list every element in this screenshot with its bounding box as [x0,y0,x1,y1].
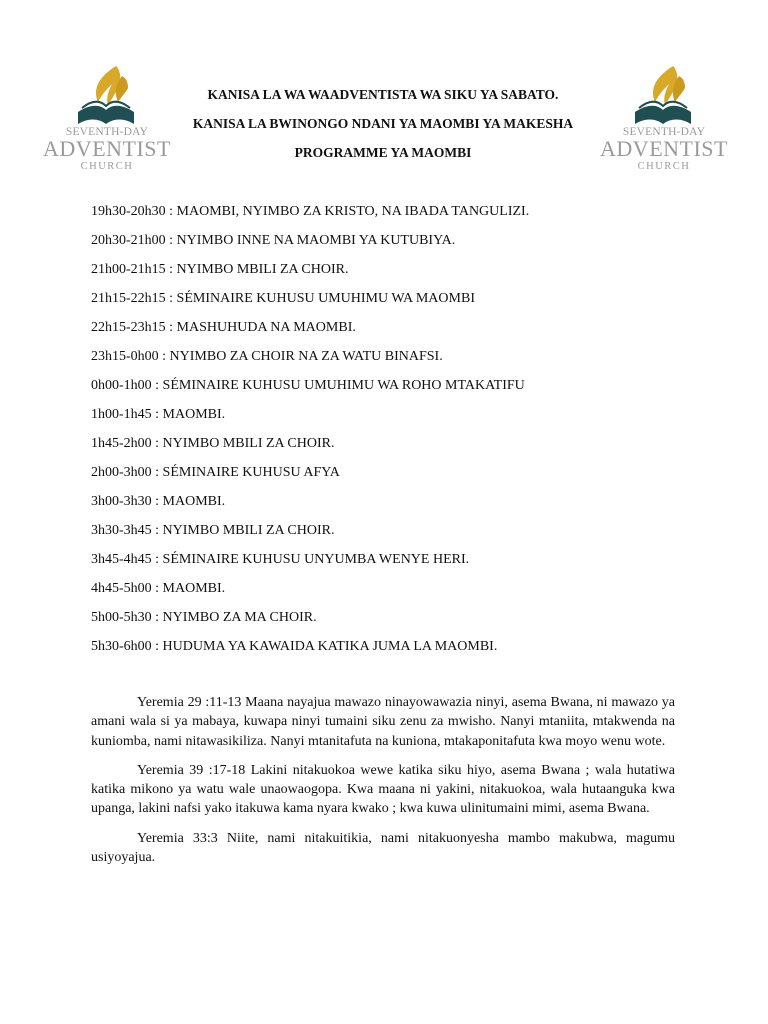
flame-book-icon [599,62,729,128]
schedule-item: 23h15-0h00 : NYIMBO ZA CHOIR NA ZA WATU BINAFSI. [91,349,443,364]
logo-line1: SEVENTH-DAY [65,126,149,138]
header-church-name: KANISA LA WA WAADVENTISTA WA SIKU YA SABATO. [207,87,559,102]
schedule-item: 22h15-23h15 : MASHUHUDA NA MAOMBI. [91,320,356,335]
verse-paragraph: Yeremia 33:3 Niite, nami nitakuitikia, nami nitakuonyesha mambo makubwa, magumu usiyoyajua. [91,830,675,866]
logo-line1: SEVENTH-DAY [622,126,706,138]
sda-logo-right [599,62,729,180]
schedule-item: 3h00-3h30 : MAOMBI. [91,494,226,509]
schedule-item: 21h15-22h15 : SÉMINAIRE KUHUSU UMUHIMU WA MAOMBI [91,291,475,306]
schedule-item: 4h45-5h00 : MAOMBI. [91,581,226,596]
schedule-item: 1h45-2h00 : NYIMBO MBILI ZA CHOIR. [91,436,335,451]
logo-line3: CHURCH [637,161,691,172]
schedule-item: 5h00-5h30 : NYIMBO ZA MA CHOIR. [91,610,317,625]
schedule-item: 21h00-21h15 : NYIMBO MBILI ZA CHOIR. [91,262,349,277]
schedule-item: 0h00-1h00 : SÉMINAIRE KUHUSU UMUHIMU WA ROHO MTAKATIFU [91,378,525,393]
bible-verses [91,693,675,877]
schedule-item: 3h45-4h45 : SÉMINAIRE KUHUSU UNYUMBA WENYE HERI. [91,552,470,567]
verse-paragraph: Yeremia 29 :11-13 Maana nayajua mawazo ninayowawazia ninyi, asema Bwana, ni mawazo ya amani wala si ya mabaya, kuwapa ninyi tumaini siku zenu za mwisho. Nanyi mtaniita, mtakwenda na kuniomba, nami nitawasikiliza. Nanyi mtanitafuta na kuniona, mtakaponitafuta kwa moyo wenu wote. [91,695,675,749]
document-header [165,85,601,172]
sda-logo-left [42,62,172,180]
schedule-item: 20h30-21h00 : NYIMBO INNE NA MAOMBI YA KUTUBIYA. [91,233,456,248]
schedule-item: 3h30-3h45 : NYIMBO MBILI ZA CHOIR. [91,523,335,538]
logo-line2: ADVENTIST [600,136,728,161]
verse-paragraph: Yeremia 39 :17-18 Lakini nitakuokoa wewe katika siku hiyo, asema Bwana ; wala hutatiwa katika mikono ya watu wale unaowaogopa. Kwa maana ni yakini, nitakuokoa, wala hutaanguka kwa upanga, lakini nafsi yako itakuwa kama nyara kwako ; kwa kuwa ulinitumaini mimi, asema Bwana. [91,762,675,817]
schedule-item: 5h30-6h00 : HUDUMA YA KAWAIDA KATIKA JUMA LA MAOMBI. [91,639,498,654]
flame-book-icon [42,62,172,128]
prayer-schedule [91,202,691,666]
schedule-item: 1h00-1h45 : MAOMBI. [91,407,226,422]
schedule-item: 19h30-20h30 : MAOMBI, NYIMBO ZA KRISTO, NA IBADA TANGULIZI. [91,204,530,219]
header-programme-title: PROGRAMME YA MAOMBI [294,145,472,160]
logo-line2: ADVENTIST [43,136,171,161]
logo-line3: CHURCH [80,161,134,172]
header-event-title: KANISA LA BWINONGO NDANI YA MAOMBI YA MAKESHA [192,116,574,131]
schedule-item: 2h00-3h00 : SÉMINAIRE KUHUSU AFYA [91,465,340,480]
